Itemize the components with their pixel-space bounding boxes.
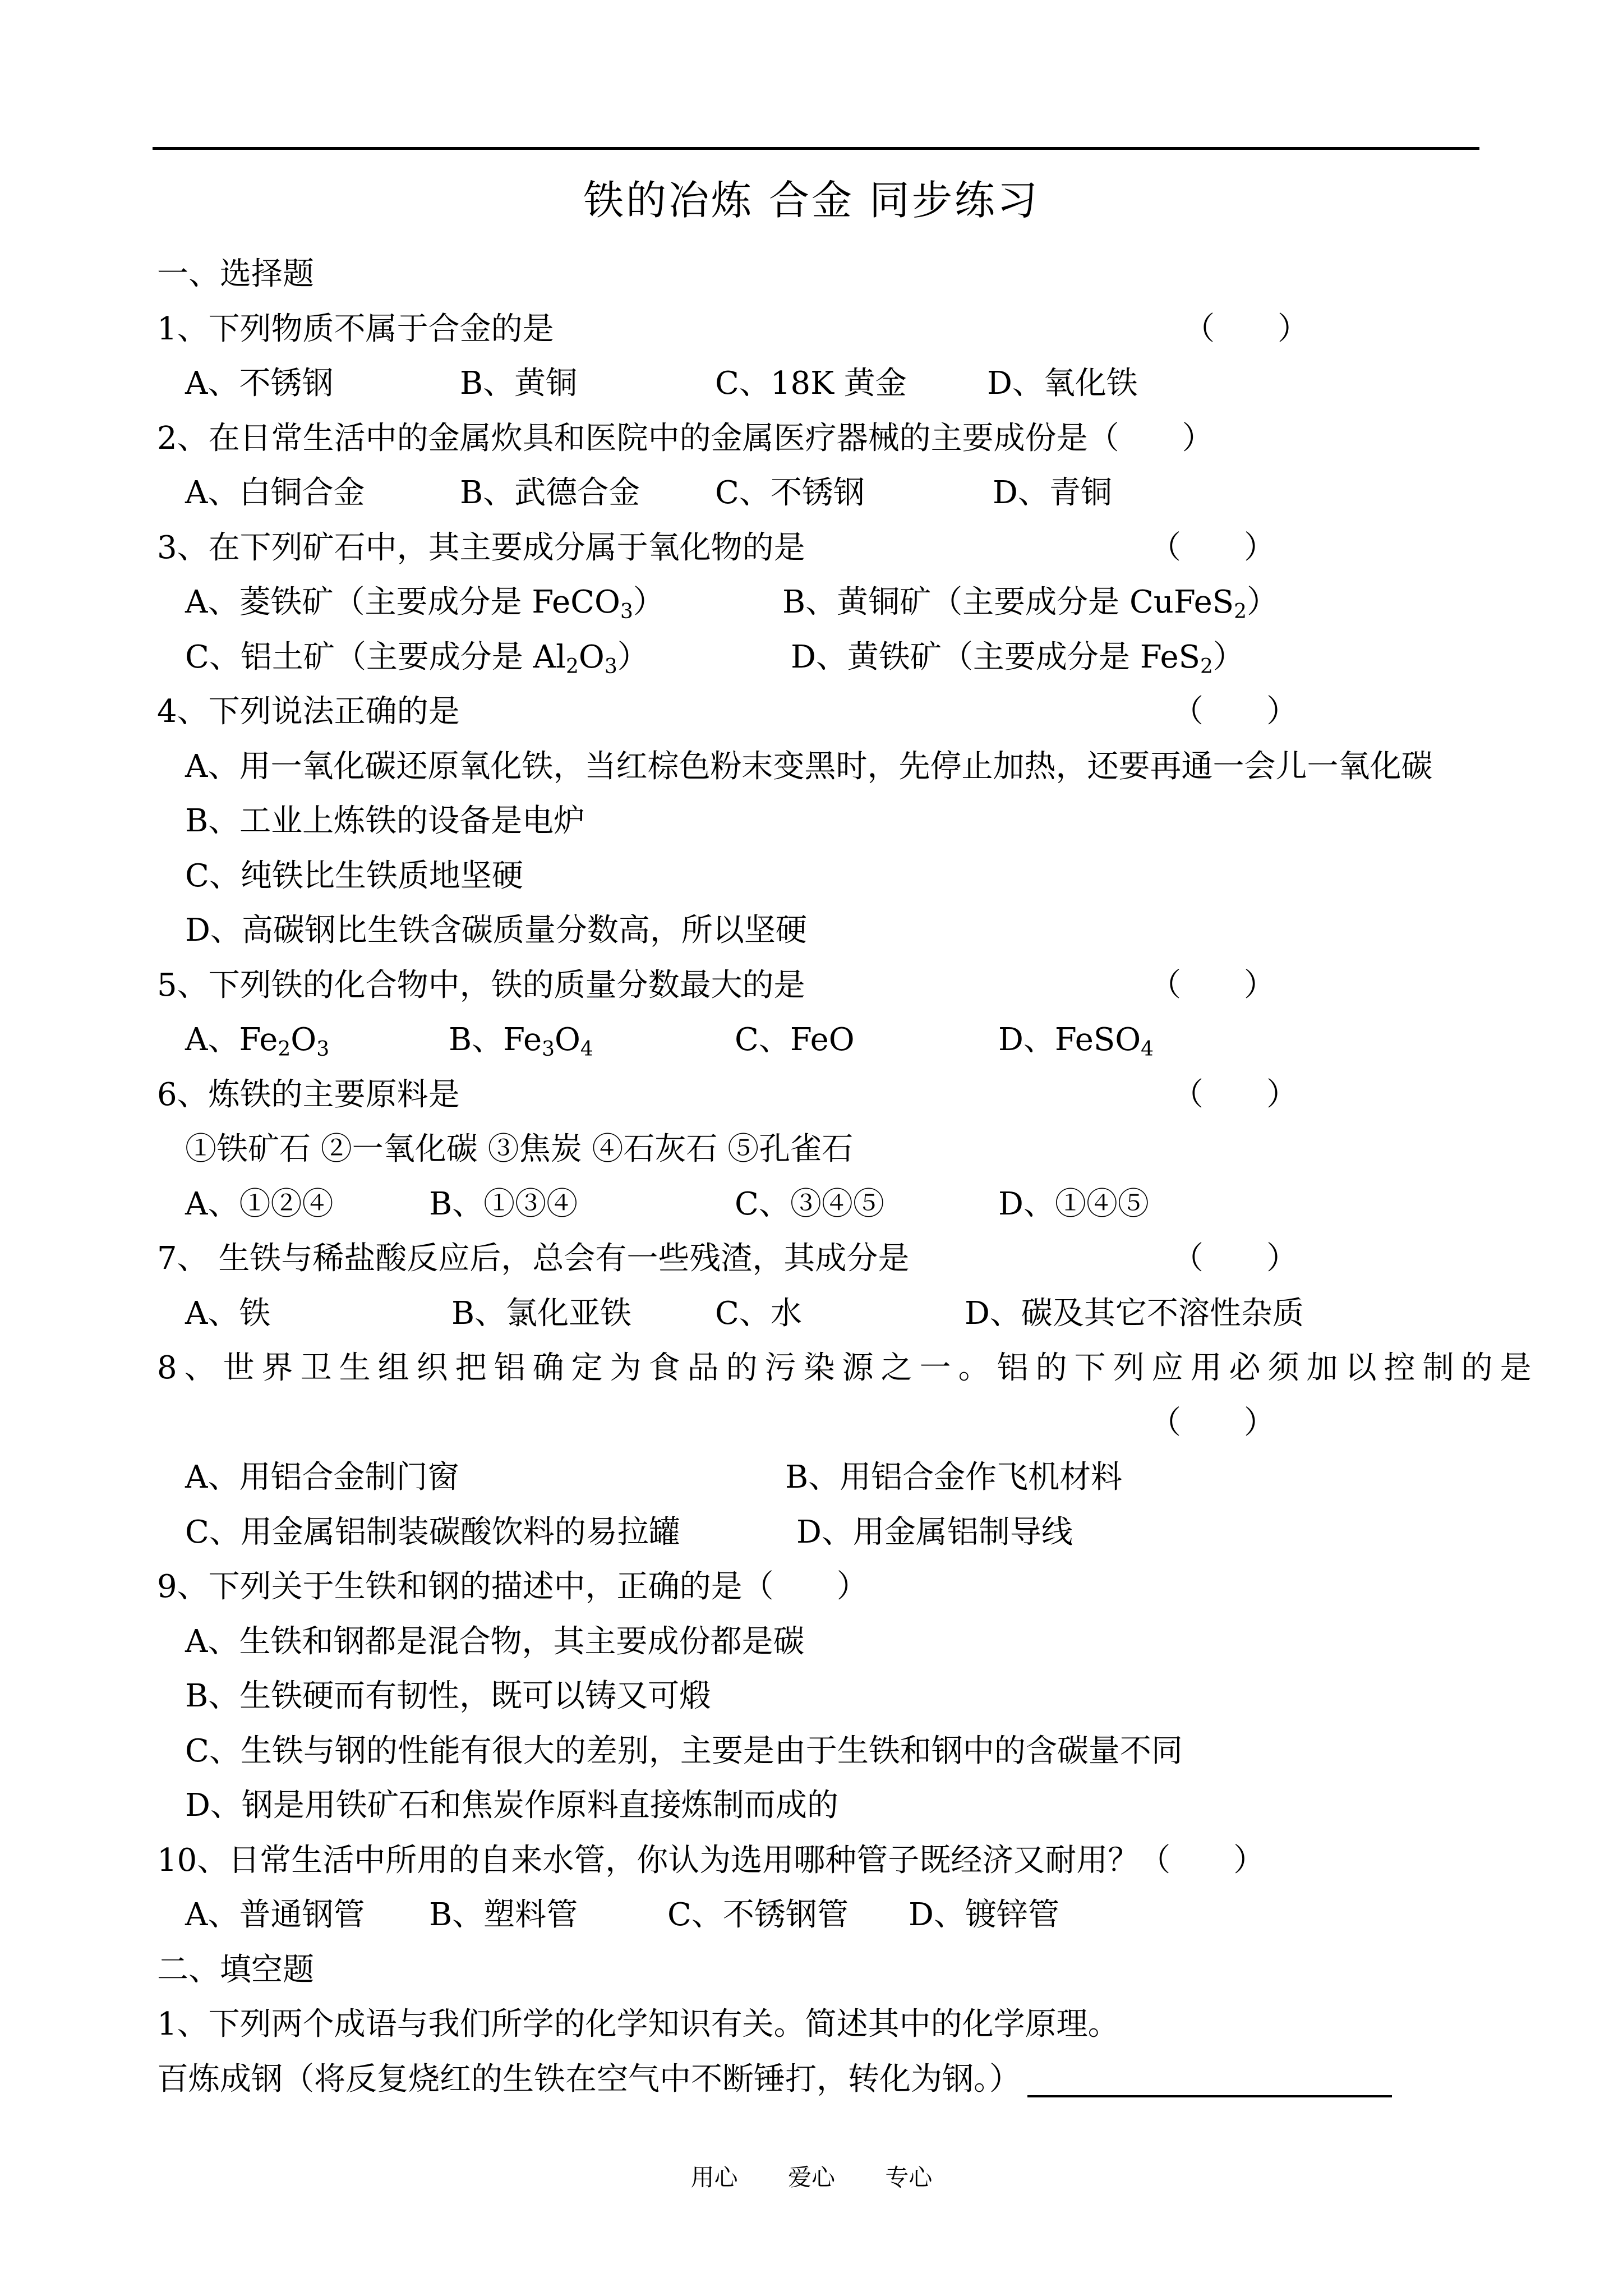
question-stem: 4、下列说法正确的是	[157, 693, 460, 730]
option-b: B、生铁硬而有韧性，既可以铸又可煅	[185, 1678, 711, 1714]
footer-item: 爱心	[787, 2164, 835, 2191]
option-d: D、高碳钢比生铁含碳质量分数高，所以坚硬	[185, 912, 807, 949]
footer-item: 专心	[885, 2164, 933, 2191]
footer-item: 用心	[690, 2164, 738, 2191]
option-d: D、氧化铁	[987, 365, 1138, 402]
question-3	[157, 521, 1497, 576]
question-1	[157, 302, 1497, 357]
section-heading: 二、填空题	[157, 1951, 314, 1988]
option-d: D、黄铁矿（主要成分是 FeS$_2$）	[791, 638, 1244, 678]
question-stem: 7、 生铁与稀盐酸反应后，总会有一些残渣，其成分是	[157, 1240, 910, 1277]
option-a: A、用一氧化碳还原氧化铁，当红棕色粉末变黑时，先停止加热，还要再通一会儿一氧化碳	[185, 748, 1433, 785]
option-c: C、③④⑤	[735, 1185, 884, 1222]
option-b: B、工业上炼铁的设备是电炉	[185, 803, 585, 839]
option-d: D、①④⑤	[998, 1185, 1149, 1222]
option-c: C、不锈钢	[715, 475, 865, 511]
answer-bracket: （ ）	[1150, 967, 1275, 1004]
question-10: 10、日常生活中所用的自来水管，你认为选用哪种管子既经济又耐用？（ ）	[157, 1842, 1265, 1879]
answer-bracket: （ ）	[1087, 420, 1214, 457]
option-d: D、碳及其它不溶性杂质	[965, 1295, 1304, 1332]
options-row	[157, 1505, 1497, 1560]
page-footer	[0, 2161, 1623, 2194]
answer-bracket: （ ）	[1172, 1076, 1298, 1113]
answer-bracket: （ ）	[1150, 1404, 1275, 1441]
question-stem: 6、炼铁的主要原料是	[157, 1076, 460, 1113]
option-c: C、18K 黄金	[715, 365, 907, 402]
option-a: A、用铝合金制门窗	[185, 1459, 459, 1496]
option-c: C、用金属铝制装碳酸饮料的易拉罐	[185, 1513, 680, 1550]
options-row	[157, 1888, 1497, 1943]
option-c: C、水	[715, 1295, 802, 1332]
option-c: C、FeO	[735, 1022, 855, 1058]
option-a: A、白铜合金	[185, 475, 365, 511]
options-row	[157, 1013, 1497, 1068]
option-d: D、青铜	[993, 475, 1112, 511]
question-7	[157, 1231, 1497, 1286]
option-b: B、氯化亚铁	[451, 1295, 632, 1332]
answer-bracket: （ ）	[1183, 310, 1309, 347]
option-a: A、普通钢管	[185, 1897, 365, 1933]
option-d: D、钢是用铁矿石和焦炭作原料直接炼制而成的	[185, 1787, 838, 1824]
question-stem: 1、下列物质不属于合金的是	[157, 310, 554, 347]
option-b: B、武德合金	[460, 475, 640, 511]
option-d: D、用金属铝制导线	[796, 1513, 1073, 1550]
answer-bracket: （ ）	[1150, 529, 1275, 566]
option-a: A、菱铁矿（主要成分是 FeCO$_3$）	[185, 584, 665, 623]
option-a: A、生铁和钢都是混合物，其主要成份都是碳	[185, 1623, 805, 1660]
question-stem: 2、在日常生活中的金属炊具和医院中的金属医疗器械的主要成份是	[157, 420, 1088, 457]
question-8-bracket-row	[157, 1396, 1497, 1451]
header-rule	[153, 147, 1479, 150]
options-row	[157, 1177, 1497, 1232]
option-a: A、①②④	[185, 1185, 334, 1222]
option-b: B、①③④	[429, 1185, 578, 1222]
option-a: A、$Fe_2O_3$	[185, 1022, 330, 1061]
question-stem: 3、在下列矿石中，其主要成分属于氧化物的是	[157, 529, 805, 566]
option-c: C、不锈钢管	[667, 1897, 849, 1933]
worksheet-body	[157, 247, 1539, 2106]
option-d: D、镀锌管	[909, 1897, 1059, 1933]
options-row	[157, 1450, 1497, 1505]
option-b: B、黄铜	[460, 365, 578, 402]
question-2	[157, 411, 1497, 466]
options-row	[157, 466, 1497, 521]
section-heading: 一、选择题	[157, 256, 314, 292]
option-b: B、黄铜矿（主要成分是 CuFeS$_2$）	[782, 584, 1279, 623]
options-row	[157, 575, 1497, 630]
question-stem: 5、下列铁的化合物中，铁的质量分数最大的是	[157, 967, 805, 1004]
answer-blank[interactable]	[1027, 2056, 1392, 2097]
answer-bracket: （ ）	[1172, 1240, 1298, 1277]
options-row	[157, 356, 1497, 411]
option-a: A、铁	[185, 1295, 271, 1332]
option-c: C、生铁与钢的性能有很大的差别，主要是由于生铁和钢中的含碳量不同	[185, 1732, 1183, 1769]
question-5	[157, 958, 1497, 1013]
question-4	[157, 684, 1497, 739]
idiom-text: 百炼成钢（将反复烧红的生铁在空气中不断锤打，转化为钢。）	[157, 2060, 1021, 2097]
option-b: B、用铝合金作飞机材料	[785, 1459, 1123, 1496]
question-6	[157, 1068, 1497, 1122]
fill-question-1-idiom	[157, 2052, 1497, 2107]
answer-bracket: （ ）	[1172, 693, 1298, 730]
question-8: 8、世界卫生组织把铝确定为食品的污染源之一。铝的下列应用必须加以控制的是	[157, 1350, 1539, 1386]
raw-material-list: ①铁矿石 ②一氧化碳 ③焦炭 ④石灰石 ⑤孔雀石	[185, 1131, 854, 1167]
option-d: D、FeSO$_4$	[998, 1022, 1154, 1061]
options-row	[157, 1286, 1497, 1341]
options-row	[157, 630, 1497, 685]
option-b: B、$Fe_3O_4$	[449, 1022, 593, 1061]
option-b: B、塑料管	[429, 1897, 578, 1933]
fill-question-1: 1、下列两个成语与我们所学的化学知识有关。简述其中的化学原理。	[157, 2006, 1119, 2042]
option-a: A、不锈钢	[185, 365, 334, 402]
option-c: C、纯铁比生铁质地坚硬	[185, 857, 523, 894]
question-9: 9、下列关于生铁和钢的描述中，正确的是（ ）	[157, 1568, 868, 1605]
option-c: C、铝土矿（主要成分是 $Al_2O_3$）	[185, 638, 649, 678]
page-title: 铁的冶炼 合金 同步练习	[583, 177, 1040, 224]
